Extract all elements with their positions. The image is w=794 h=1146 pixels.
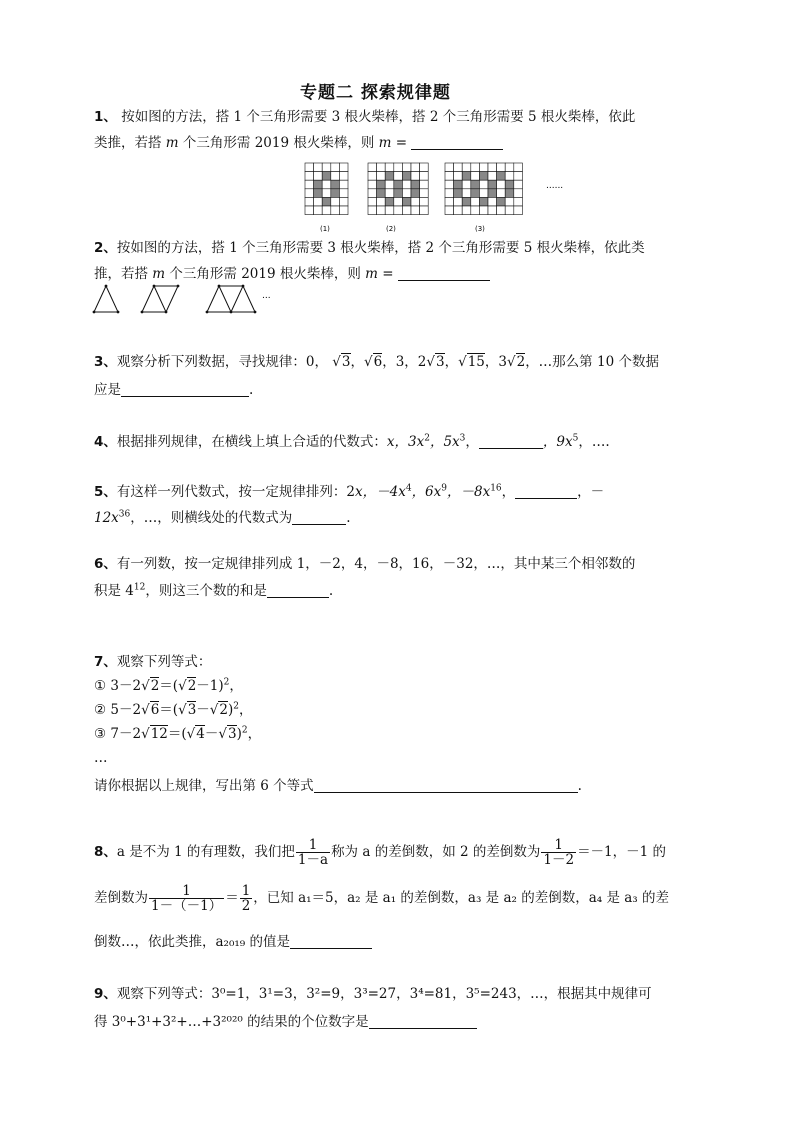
page-title: 专题二 探索规律题 xyxy=(300,83,451,103)
term: ) xyxy=(236,726,242,742)
grid-cell xyxy=(411,172,420,181)
grid-cell xyxy=(420,189,429,198)
grid-cell xyxy=(305,197,314,206)
answer-blank[interactable] xyxy=(292,510,346,525)
radicand: 6 xyxy=(150,702,160,718)
grid-cell xyxy=(454,206,463,215)
grid-cell xyxy=(322,206,331,215)
question-2-line2 xyxy=(94,262,490,282)
grid-cell xyxy=(339,189,348,198)
grid-cell xyxy=(331,163,340,172)
grid-label: (2) xyxy=(386,225,396,233)
grid-label: (3) xyxy=(475,225,485,233)
grid-cell xyxy=(377,197,386,206)
grid-cell xyxy=(505,163,514,172)
term: ，6x xyxy=(411,484,442,500)
exponent: 36 xyxy=(118,509,131,520)
grid-cell xyxy=(394,180,403,189)
question-2 xyxy=(94,236,645,256)
question-number: 9、 xyxy=(94,986,117,1002)
question-7 xyxy=(94,650,211,670)
answer-blank[interactable] xyxy=(398,266,490,281)
grid-cell xyxy=(314,189,323,198)
grid-cell xyxy=(505,206,514,215)
exponent: 12 xyxy=(133,582,146,593)
equation-2: ② $5-2√6=(√3-√2)^2$， xyxy=(94,701,253,718)
question-number: 3、 xyxy=(94,354,117,370)
grid-cell xyxy=(479,189,488,198)
term: － xyxy=(196,702,210,718)
grid-cell xyxy=(462,197,471,206)
grid-cell xyxy=(377,172,386,181)
grid-cell xyxy=(497,206,506,215)
grid-cell xyxy=(462,172,471,181)
grid-cell xyxy=(479,197,488,206)
fraction: $\frac{1}{1-2}$ xyxy=(543,837,575,869)
grid-cell xyxy=(497,172,506,181)
grid-cell xyxy=(368,189,377,198)
question-3-line2: 应是 . xyxy=(94,382,254,398)
term: ， xyxy=(247,726,262,742)
term: ，－ xyxy=(577,484,605,500)
grid-cell xyxy=(339,172,348,181)
grid-cell xyxy=(305,172,314,181)
exponent: 2 xyxy=(241,725,248,736)
exponent: 2 xyxy=(424,433,430,444)
grid-cell xyxy=(445,172,454,181)
grid-cell xyxy=(471,180,480,189)
answer-blank[interactable] xyxy=(121,382,249,397)
question-6-line2: 积是 $4^{12}$，则这三个数的和是 . xyxy=(94,582,334,599)
radicand: 12 xyxy=(150,726,168,742)
grid-cell xyxy=(420,163,429,172)
grid-cell xyxy=(514,172,523,181)
grid-cell xyxy=(402,172,411,181)
grid-cell xyxy=(471,172,480,181)
grid-cell xyxy=(445,180,454,189)
grid-cell xyxy=(488,189,497,198)
grid-cell xyxy=(488,163,497,172)
term: ) xyxy=(227,702,234,718)
question-text: 倒数…，依此类推，a₂₀₁₉ 的值是 xyxy=(94,934,290,950)
question-text: 应是 xyxy=(94,382,121,398)
question-4: 4、根据排列规律，在横线上填上合适的代数式：x，$3x^2$，$5x^3$， ，$9x^5$，…. xyxy=(94,433,610,450)
grid-cell xyxy=(411,206,420,215)
grid-cell xyxy=(479,180,488,189)
grid-cell xyxy=(445,206,454,215)
term: ， xyxy=(239,702,253,718)
triangle-figures xyxy=(90,280,290,316)
radicand: 3 xyxy=(341,354,351,370)
answer-blank[interactable] xyxy=(290,934,372,949)
item-mark: ③ xyxy=(94,726,107,742)
equation: m = xyxy=(365,266,394,282)
grid-cell xyxy=(385,172,394,181)
grid-cell xyxy=(462,206,471,215)
grid-cell xyxy=(514,163,523,172)
question-text: ＝－1，－1 的 xyxy=(577,844,667,861)
equation-3: ③ $7-2√12=(√4-√3)^2$， xyxy=(94,725,262,742)
grid-cell xyxy=(462,189,471,198)
grid-label: (1) xyxy=(320,225,330,233)
question-text: 请你根据以上规律，写出第 6 个等式 xyxy=(94,778,314,794)
exponent: 2 xyxy=(233,701,239,712)
question-text: 观察下列等式：3⁰=1，3¹=3，3²=9，3³=27，3⁴=81，3⁵=243，…，根据其中规律可 xyxy=(116,986,652,1002)
grid-cell xyxy=(394,163,403,172)
grid-figures xyxy=(300,158,580,234)
term: ， xyxy=(501,484,516,500)
term: ，9x xyxy=(542,434,573,450)
grid-cell xyxy=(420,180,429,189)
grid-cell xyxy=(479,206,488,215)
question-text: 得 3⁰+3¹+3²+…+3²⁰²⁰ 的结果的个位数字是 xyxy=(94,1014,369,1030)
question-number: 7、 xyxy=(94,654,117,670)
grid-cell xyxy=(454,197,463,206)
grid-cell xyxy=(402,189,411,198)
answer-blank[interactable] xyxy=(314,778,578,793)
grid-figure-1 xyxy=(305,163,348,215)
question-5 xyxy=(94,480,604,500)
grid-cell xyxy=(339,180,348,189)
grid-cell xyxy=(331,172,340,181)
triangle-2 xyxy=(142,286,178,312)
grid-cell xyxy=(368,206,377,215)
equation-1: ① $3-2√2=(√2-1)^2$， xyxy=(94,677,243,694)
grid-cell xyxy=(385,163,394,172)
grid-cell xyxy=(505,180,514,189)
grid-cell xyxy=(305,206,314,215)
grid-cell xyxy=(479,163,488,172)
grid-cell xyxy=(322,189,331,198)
grid-cell xyxy=(331,180,340,189)
grid-cell xyxy=(394,206,403,215)
grid-cell xyxy=(331,197,340,206)
grid-cell xyxy=(394,197,403,206)
grid-cell xyxy=(402,180,411,189)
question-8-line2 xyxy=(94,884,669,913)
grid-cell xyxy=(420,197,429,206)
answer-blank[interactable] xyxy=(515,484,577,499)
question-text: 根据排列规律，在横线上填上合适的代数式： xyxy=(116,434,387,450)
exponent: 4 xyxy=(405,483,412,494)
question-7-ask: 请你根据以上规律，写出第 6 个等式 . xyxy=(94,778,582,794)
grid-cell xyxy=(471,197,480,206)
grid-cell xyxy=(514,189,523,198)
grid-cell xyxy=(479,172,488,181)
term: 3 xyxy=(498,354,507,370)
grid-cell xyxy=(497,180,506,189)
grid-cell xyxy=(411,189,420,198)
radicand: 4 xyxy=(196,726,205,742)
question-text: ，…，则横线处的代数式为 xyxy=(130,510,293,526)
radicand: 3 xyxy=(436,354,445,370)
question-9-line2 xyxy=(94,1010,477,1030)
question-1-line2 xyxy=(94,131,503,151)
fraction: $\frac{1}{1-a}$ xyxy=(297,837,329,869)
grid-cell xyxy=(314,172,323,181)
question-text: 有这样一列代数式，按一定规律排列：2 xyxy=(116,484,355,500)
grid-cell xyxy=(368,172,377,181)
question-8-line3 xyxy=(94,930,372,950)
question-number: 1、 xyxy=(94,109,117,125)
answer-blank[interactable] xyxy=(411,135,503,150)
question-text: 推，若搭 xyxy=(94,266,148,282)
question-6 xyxy=(94,552,635,572)
term: 3－2 xyxy=(110,678,142,694)
grid-cell xyxy=(471,189,480,198)
exponent: 5 xyxy=(572,433,579,444)
question-number: 2、 xyxy=(94,240,117,256)
question-number: 5、 xyxy=(94,484,117,500)
question-3: 3、观察分析下列数据，寻找规律：0， √3，√6，3，2√3，√15，3√2，…那么第 10 个数据 xyxy=(94,354,659,370)
question-text: a 是不为 1 的有理数，我们把 xyxy=(116,844,295,861)
grid-cell xyxy=(402,197,411,206)
radicand: 2 xyxy=(187,678,197,694)
grid-cell xyxy=(385,180,394,189)
grid-cell xyxy=(411,180,420,189)
grid-cell xyxy=(368,163,377,172)
fraction: $\frac{1}{1-(-1)}$ xyxy=(151,883,223,915)
grid-cell xyxy=(368,180,377,189)
question-8 xyxy=(94,838,666,867)
term: 3，2 xyxy=(395,354,427,370)
question-1 xyxy=(94,105,635,125)
term: －1) xyxy=(196,678,224,694)
term: ， xyxy=(229,678,243,694)
grid-cell xyxy=(462,180,471,189)
term: 5－2 xyxy=(110,702,142,718)
grid-cell xyxy=(339,197,348,206)
term: x，3x xyxy=(386,434,425,450)
grid-cell xyxy=(377,180,386,189)
question-9 xyxy=(94,982,652,1002)
grid-cell xyxy=(514,197,523,206)
grid-cell xyxy=(314,163,323,172)
grid-cell xyxy=(377,206,386,215)
question-text: 积是 4 xyxy=(94,583,134,599)
term: － xyxy=(204,726,219,742)
triangle-ellipsis: ... xyxy=(262,291,271,301)
question-text: 按如图的方法，搭 1 个三角形需要 3 根火柴棒，搭 2 个三角形需要 5 根火柴棒，依此类 xyxy=(116,240,645,256)
equation-dots: … xyxy=(94,750,108,766)
term: ＝( xyxy=(167,726,187,742)
question-text: 差倒数为 xyxy=(94,890,148,907)
grid-cell xyxy=(385,197,394,206)
grid-cell xyxy=(411,197,420,206)
term: 7－2 xyxy=(110,726,142,742)
grid-cell xyxy=(314,180,323,189)
radicand: 15 xyxy=(467,354,485,370)
radicand: 3 xyxy=(187,702,197,718)
grid-cell xyxy=(514,206,523,215)
question-text: ，则这三个数的和是 xyxy=(145,583,267,599)
equation: m = xyxy=(378,135,408,151)
grid-cell xyxy=(305,163,314,172)
grid-cell xyxy=(488,206,497,215)
question-text: 类推，若搭 xyxy=(94,135,162,151)
grid-cell xyxy=(377,163,386,172)
figure-ellipsis: ...... xyxy=(546,181,564,191)
triangle-3 xyxy=(207,286,255,312)
question-number: 6、 xyxy=(94,556,117,572)
radicand: 6 xyxy=(373,354,383,370)
question-text: 称为 a 的差倒数，如 2 的差倒数为 xyxy=(331,844,541,861)
radicand: 2 xyxy=(150,678,160,694)
grid-cell xyxy=(339,163,348,172)
grid-cell xyxy=(420,172,429,181)
term: x，－4x xyxy=(355,484,406,500)
grid-figure-2 xyxy=(368,163,428,215)
question-number: 4、 xyxy=(94,434,117,450)
grid-cell xyxy=(322,172,331,181)
exponent: 16 xyxy=(490,483,502,494)
grid-cell xyxy=(454,189,463,198)
grid-cell xyxy=(514,180,523,189)
grid-cell xyxy=(331,206,340,215)
grid-cell xyxy=(454,163,463,172)
grid-cell xyxy=(471,163,480,172)
question-text: 个三角形需 2019 根火柴棒，则 xyxy=(169,266,361,282)
grid-cell xyxy=(471,206,480,215)
question-text: ，已知 a₁＝5，a₂ 是 a₁ 的差倒数，a₃ 是 a₂ 的差倒数，a₄ 是 a₃ 的差 xyxy=(253,890,670,907)
variable: m xyxy=(152,266,166,282)
term: 12x xyxy=(94,510,119,526)
fraction: $\frac{1}{2}$ xyxy=(241,883,251,915)
grid-cell xyxy=(385,206,394,215)
item-mark: ② xyxy=(94,702,107,718)
exponent: 9 xyxy=(441,483,447,494)
grid-cell xyxy=(454,172,463,181)
term: ＝ xyxy=(225,890,239,907)
grid-cell xyxy=(445,197,454,206)
grid-cell xyxy=(497,189,506,198)
term: ＝( xyxy=(159,702,179,718)
grid-cell xyxy=(402,163,411,172)
question-text: 观察下列等式： xyxy=(116,654,212,670)
grid-cell xyxy=(368,197,377,206)
grid-cell xyxy=(445,189,454,198)
grid-cell xyxy=(385,189,394,198)
grid-cell xyxy=(488,180,497,189)
grid-cell xyxy=(462,163,471,172)
grid-cell xyxy=(394,172,403,181)
exponent: 2 xyxy=(223,677,230,688)
grid-cell xyxy=(339,206,348,215)
triangle-1 xyxy=(94,286,118,312)
question-text: 观察分析下列数据，寻找规律：0， xyxy=(116,354,328,370)
question-text: ，…那么第 10 个数据 xyxy=(525,354,659,370)
grid-cell xyxy=(505,189,514,198)
radicand: 2 xyxy=(219,702,228,718)
grid-cell xyxy=(322,163,331,172)
grid-cell xyxy=(497,163,506,172)
radicand: 2 xyxy=(516,354,526,370)
question-text: 按如图的方法，搭 1 个三角形需要 3 根火柴棒，搭 2 个三角形需要 5 根火柴棒，依此 xyxy=(121,109,636,125)
question-number: 8、 xyxy=(94,844,117,861)
grid-cell xyxy=(420,206,429,215)
question-5-line2: $12x^{36}$，…，则横线处的代数式为 . xyxy=(94,509,351,526)
term: ，5x xyxy=(429,434,460,450)
grid-cell xyxy=(331,189,340,198)
term: ＝( xyxy=(159,678,179,694)
answer-blank[interactable] xyxy=(267,583,329,598)
grid-cell xyxy=(454,180,463,189)
grid-cell xyxy=(505,197,514,206)
variable: m xyxy=(165,135,179,151)
grid-cell xyxy=(305,180,314,189)
grid-cell xyxy=(488,172,497,181)
grid-cell xyxy=(314,206,323,215)
grid-cell xyxy=(445,163,454,172)
grid-cell xyxy=(505,172,514,181)
grid-figure-3 xyxy=(445,163,522,215)
grid-cell xyxy=(305,189,314,198)
term: ，－8x xyxy=(447,484,491,500)
grid-cell xyxy=(314,197,323,206)
exponent: 3 xyxy=(459,433,466,444)
grid-cell xyxy=(497,197,506,206)
grid-cell xyxy=(488,197,497,206)
item-mark: ① xyxy=(94,678,107,694)
grid-cell xyxy=(402,206,411,215)
question-text: 有一列数，按一定规律排列成 1，－2，4，－8，16，－32，…，其中某三个相邻数的 xyxy=(116,556,636,572)
grid-cell xyxy=(411,163,420,172)
grid-cell xyxy=(394,189,403,198)
grid-cell xyxy=(322,180,331,189)
answer-blank[interactable] xyxy=(479,434,543,449)
answer-blank[interactable] xyxy=(369,1014,477,1029)
term: ，…. xyxy=(578,434,610,450)
grid-cell xyxy=(322,197,331,206)
grid-cell xyxy=(377,189,386,198)
question-text: 个三角形需 2019 根火柴棒，则 xyxy=(182,135,375,151)
radicand: 3 xyxy=(227,726,237,742)
